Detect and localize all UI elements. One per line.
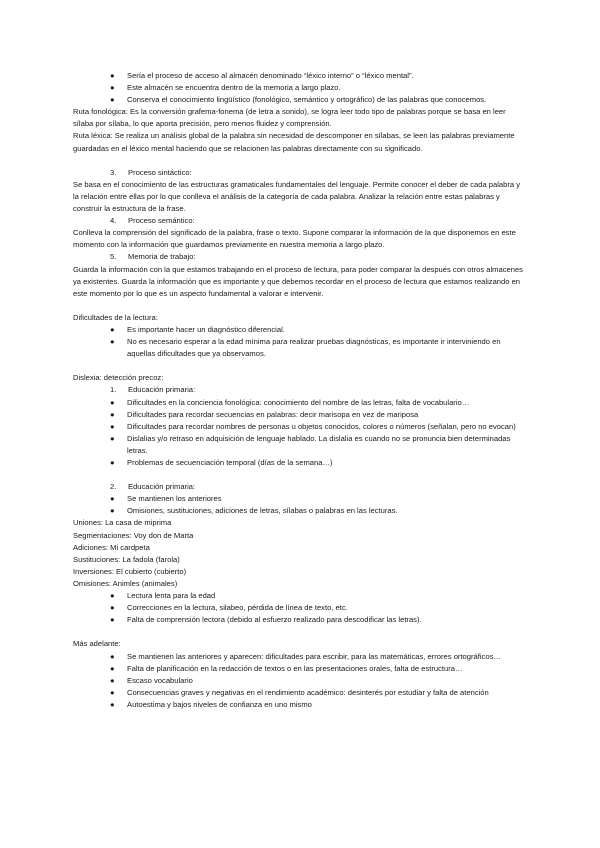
list-item-text: Falta de planificación en la redacción de textos o en las presentaciones orales, falta de estructura… (127, 663, 463, 673)
list-item-text: Problemas de secuenciación temporal (días de la semana…) (127, 458, 333, 467)
list-item-text: Conserva el conocimiento lingüístico (fonológico, semántico y ortográfico) de las palabras que conocemos. (127, 95, 487, 105)
list-item-text: Sería el proceso de acceso al almacén denominado “léxico interno” o “léxico mental”. (127, 71, 414, 80)
bullet-icon: ● (110, 591, 115, 601)
bullet-icon: ● (110, 71, 115, 80)
bullet-icon: ● (110, 83, 115, 93)
section-title: Proceso sintáctico: (128, 167, 192, 177)
section-title: Educación primaria: (128, 385, 196, 395)
bullet-icon: ● (110, 651, 115, 661)
list-item-text: Lectura lenta para la edad (127, 591, 216, 601)
list-item (110, 433, 528, 457)
bullet-icon: ● (110, 433, 115, 443)
list-item (110, 324, 528, 336)
list-item-text: Se mantienen los anteriores (127, 494, 222, 504)
list-item-text: Escaso vocabulario (127, 675, 193, 685)
bullet-icon: ● (110, 494, 115, 504)
dislexia-heading: Dislexia: detección precoz: (73, 373, 164, 383)
example-line: Uniones: La casa de miprima (73, 518, 172, 528)
list-item-text: Se mantienen las anteriores y aparecen: dificultades para escribir, para las matemáticas, errores ortográficos… (127, 651, 501, 661)
number-label: 1. (110, 385, 117, 395)
list-item-text: Falta de comprensión lectora (debido al esfuerzo realizado para descodificar las letras). (127, 615, 422, 625)
example-line: Omisiones: Animles (animales) (73, 578, 178, 588)
example-line: Segmentaciones: Voy don de Marta (73, 530, 194, 540)
section-title: Educación primaria: (128, 482, 196, 492)
list-item (110, 699, 528, 711)
number-label: 4. (110, 216, 117, 226)
list-item-text: No es necesario esperar a la edad mínima para realizar pruebas diagnósticas, es importante ir interviniendo en aquellas dificultades que ya observamos. (127, 337, 501, 359)
ruta-fonologica-paragraph: Ruta fonológica: Es la conversión grafema-fonema (de letra a sonido), se logra leer todo tipo de palabras porque se basa en leer sílaba por sílaba, lo que aporta precisión, pero menos fluidez y comprensión. (73, 107, 506, 129)
list-item-text: Dificultades en la conciencia fonológica: conocimiento del nombre de las letras, falta de vocabulario… (127, 397, 470, 407)
list-item (110, 421, 528, 433)
mas-adelante-heading: Más adelante: (73, 639, 121, 649)
bullet-icon: ● (110, 506, 115, 516)
list-item-text: Omisiones, sustituciones, adiciones de letras, sílabas o palabras en las lecturas. (127, 506, 398, 516)
list-item-text: Dificultades para recordar secuencias en palabras: decir marisopa en vez de mariposa (127, 409, 419, 419)
number-label: 2. (110, 482, 117, 492)
number-label: 5. (110, 252, 117, 262)
list-item (110, 94, 528, 106)
bullet-icon: ● (110, 95, 115, 105)
section-paragraph: Conlleva la comprensión del significado de la palabra, frase o texto. Supone comparar la información de la que disponemos en este momento con la información que guardamos previamente en nuestra memoria a largo plazo. (73, 228, 516, 250)
list-item-text: Dislalias y/o retraso en adquisición de lenguaje hablado. La dislalia es cuando no se pronuncia bien determinadas letras. (127, 433, 511, 455)
numbered-heading (110, 215, 528, 227)
list-item (110, 675, 528, 687)
list-item (110, 493, 528, 505)
example-line: Adiciones: Mi cardpeta (73, 542, 150, 552)
list-item (110, 687, 528, 699)
section-paragraph: Guarda la información con la que estamos trabajando en el proceso de lectura, para poder comparar la después con otros almacenes ya existentes. Guarda la información que es importante y que debemos recordar en el proceso de lectura que estamos realizando en este momento por lo que es un aspecto fundamental a valorar e intervenir. (73, 264, 523, 298)
bullet-icon: ● (110, 324, 115, 334)
list-item (110, 505, 528, 517)
bullet-icon: ● (110, 337, 115, 347)
list-item (110, 397, 528, 409)
section-paragraph: Se basa en el conocimiento de las estructuras gramaticales fundamentales del lenguaje. Permite conocer el deber de cada palabra y la relación entre ellas por lo que conlleva el análisis de la categoría de cada palabra. Analizar la relación entre estas palabras y construir la estructura de la frase. (73, 179, 521, 214)
numbered-heading (110, 167, 528, 179)
bullet-icon: ● (110, 687, 115, 697)
section-title: Proceso semántico: (128, 216, 195, 226)
list-item (110, 602, 528, 614)
list-item (110, 590, 528, 602)
list-item-text: Este almacén se encuentra dentro de la memoria a largo plazo. (127, 83, 341, 93)
example-line: Sustituciones: La fadola (farola) (73, 554, 180, 564)
bullet-icon: ● (110, 458, 115, 467)
section-title: Memoria de trabajo: (128, 252, 196, 262)
dificultades-heading: Dificultades de la lectura: (73, 312, 158, 322)
list-item-text: Correcciones en la lectura, silabeo, pérdida de línea de texto, etc. (127, 603, 348, 613)
list-item (110, 82, 528, 94)
list-item (110, 336, 528, 360)
ruta-lexica-paragraph: Ruta léxica: Se realiza un análisis global de la palabra sin necesidad de descomponer en sílabas, se leen las palabras previamente guardadas en el léxico mental haciendo que se relacionen las palabras directamente con su significado. (73, 131, 515, 153)
bullet-icon: ● (110, 675, 115, 685)
number-label: 3. (110, 167, 117, 177)
list-item (110, 70, 528, 82)
document-page (0, 70, 600, 711)
list-item (110, 614, 528, 626)
list-item (110, 409, 528, 421)
bullet-icon: ● (110, 663, 115, 673)
list-item (110, 663, 528, 675)
bullet-icon: ● (110, 421, 115, 431)
bullet-icon: ● (110, 409, 115, 419)
list-item (110, 457, 528, 469)
example-line: Inversiones: El cubierto (cubierto) (73, 566, 187, 576)
bullet-icon: ● (110, 397, 115, 407)
bullet-icon: ● (110, 603, 115, 613)
bullet-icon: ● (110, 615, 115, 625)
numbered-heading (110, 481, 528, 493)
numbered-heading (110, 251, 528, 263)
numbered-heading (110, 384, 528, 396)
list-item (110, 651, 528, 663)
list-item-text: Consecuencias graves y negativas en el rendimiento académico: desinterés por estudiar y falta de atención (127, 687, 489, 697)
list-item-text: Autoestima y bajos niveles de confianza en uno mismo (127, 699, 312, 709)
list-item-text: Es importante hacer un diagnóstico diferencial. (127, 324, 285, 334)
bullet-icon: ● (110, 699, 115, 709)
list-item-text: Dificultades para recordar nombres de personas u objetos conocidos, colores o números (señalan, pero no evocan) (127, 421, 516, 431)
